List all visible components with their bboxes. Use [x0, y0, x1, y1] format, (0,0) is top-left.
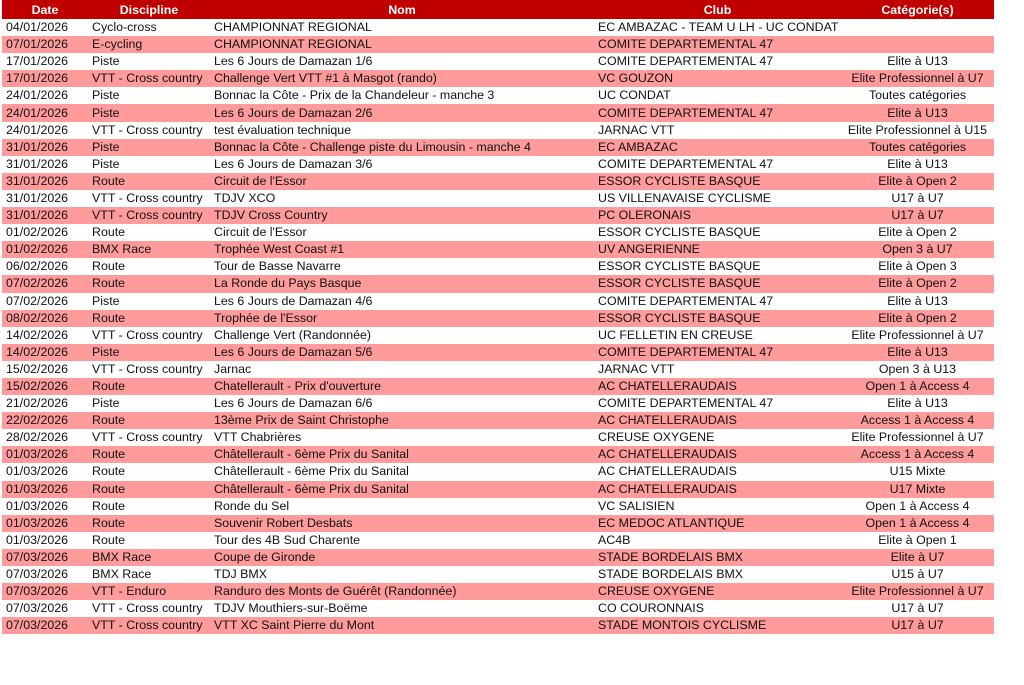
cell-nom: Châtellerault - 6ème Prix du Sanital: [210, 446, 594, 463]
cell-date: 08/02/2026: [2, 310, 88, 327]
table-row: [2, 395, 994, 412]
cell-categorie: Open 3 à U13: [878, 361, 957, 376]
cell-discipline: Piste: [92, 156, 120, 171]
cell-discipline: BMX Race: [92, 567, 152, 582]
cell-club: COMITE DEPARTEMENTAL 47: [598, 156, 774, 171]
cell-discipline: Route: [92, 225, 126, 240]
cell-discipline: Piste: [92, 88, 120, 103]
cell-nom: Souvenir Robert Desbats: [210, 515, 594, 532]
table-row: [2, 139, 994, 156]
cell-club: AC4B: [598, 532, 631, 547]
table-row: [2, 190, 994, 207]
cell-date: 01/02/2026: [2, 241, 88, 258]
cell-nom: VTT Chabrières: [214, 430, 302, 445]
cell-discipline: Piste: [92, 396, 120, 411]
cell-nom: La Ronde du Pays Basque: [210, 275, 594, 292]
cell-categorie: U17 à U7: [841, 207, 994, 224]
cell-categorie: Elite à Open 2: [878, 225, 957, 240]
cell-categorie: Elite Professionnel à U7: [841, 583, 994, 600]
cell-club: ESSOR CYCLISTE BASQUE: [594, 275, 841, 292]
cell-nom: Circuit de l'Essor: [214, 225, 307, 240]
cell-categorie: U17 Mixte: [841, 481, 994, 498]
table-row: [2, 361, 994, 378]
table-row: [2, 156, 994, 173]
cell-categorie: Elite à Open 1: [878, 532, 957, 547]
cell-club: UV ANGERIENNE: [594, 241, 841, 258]
cell-date: 04/01/2026: [6, 20, 69, 35]
cell-nom: Jarnac: [214, 361, 252, 376]
cell-club: EC MEDOC ATLANTIQUE: [594, 515, 841, 532]
table-header: [2, 0, 994, 19]
cell-club: ESSOR CYCLISTE BASQUE: [594, 173, 841, 190]
cell-club: AC CHATELLERAUDAIS: [594, 446, 841, 463]
cell-categorie: Elite à Open 3: [878, 259, 957, 274]
cell-discipline: Route: [92, 532, 126, 547]
cell-discipline: E-cycling: [88, 36, 210, 53]
cell-club: JARNAC VTT: [598, 122, 675, 137]
cell-club: ESSOR CYCLISTE BASQUE: [598, 225, 761, 240]
cell-nom: 13ème Prix de Saint Christophe: [210, 412, 594, 429]
cell-nom: TDJ BMX: [214, 567, 268, 582]
table-row: [2, 566, 994, 583]
cell-club: COMITE DEPARTEMENTAL 47: [598, 293, 774, 308]
cell-categorie: Elite à U7: [841, 549, 994, 566]
cell-nom: Chatellerault - Prix d'ouverture: [210, 378, 594, 395]
cell-categorie: Elite à U13: [841, 104, 994, 121]
cell-categorie: Open 1 à Access 4: [841, 515, 994, 532]
table-row: [2, 122, 994, 139]
cell-date: 07/02/2026: [6, 293, 69, 308]
cell-discipline: BMX Race: [88, 549, 210, 566]
cell-discipline: VTT - Cross country: [92, 601, 203, 616]
cell-club: EC AMBAZAC: [594, 139, 841, 156]
cell-date: 01/02/2026: [6, 225, 69, 240]
cell-discipline: Route: [92, 259, 126, 274]
cell-club: JARNAC VTT: [598, 361, 675, 376]
table-row: [2, 241, 994, 258]
cell-categorie: [841, 19, 994, 36]
column-header-club: Club: [594, 0, 841, 19]
cell-date: 31/01/2026: [2, 139, 88, 156]
cell-discipline: Route: [88, 446, 210, 463]
cell-categorie: Elite à U13: [887, 156, 948, 171]
cell-date: 07/03/2026: [6, 567, 69, 582]
cell-nom: Tour de Basse Navarre: [214, 259, 341, 274]
cell-date: 01/03/2026: [6, 498, 69, 513]
cell-date: 01/03/2026: [6, 532, 69, 547]
cell-nom: VTT XC Saint Pierre du Mont: [210, 617, 594, 634]
cell-club: COMITE DEPARTEMENTAL 47: [598, 396, 774, 411]
cell-discipline: VTT - Cross country: [88, 617, 210, 634]
cell-categorie: Elite à U13: [841, 344, 994, 361]
cell-date: 14/02/2026: [6, 327, 69, 342]
calendar-table-wrapper: [2, 0, 994, 634]
cell-categorie: Access 1 à Access 4: [841, 446, 994, 463]
cell-club: COMITE DEPARTEMENTAL 47: [598, 54, 774, 69]
cell-categorie: U15 à U7: [891, 567, 944, 582]
cell-club: ESSOR CYCLISTE BASQUE: [594, 310, 841, 327]
cell-club: COMITE DEPARTEMENTAL 47: [594, 344, 841, 361]
cell-categorie: Elite à Open 2: [841, 173, 994, 190]
cell-nom: Les 6 Jours de Damazan 4/6: [214, 293, 373, 308]
table-row: [2, 515, 994, 532]
cell-club: EC AMBAZAC - TEAM U LH - UC CONDAT: [598, 20, 839, 35]
cell-nom: TDJV XCO: [214, 190, 276, 205]
cell-categorie: Open 1 à Access 4: [841, 378, 994, 395]
table-body: [2, 19, 994, 634]
cell-categorie: Elite Professionnel à U7: [851, 327, 984, 342]
cell-categorie: U17 à U7: [891, 601, 944, 616]
cell-discipline: Route: [92, 498, 126, 513]
cell-date: 01/03/2026: [2, 481, 88, 498]
cell-date: 01/03/2026: [6, 464, 69, 479]
cell-date: 22/02/2026: [2, 412, 88, 429]
cell-discipline: Route: [88, 481, 210, 498]
cell-nom: Les 6 Jours de Damazan 3/6: [214, 156, 373, 171]
cell-club: COMITE DEPARTEMENTAL 47: [594, 36, 841, 53]
cell-categorie: Elite à U13: [887, 293, 948, 308]
cell-date: 24/01/2026: [6, 88, 69, 103]
cell-club: CREUSE OXYGENE: [598, 430, 715, 445]
cell-club: PC OLERONAIS: [594, 207, 841, 224]
cell-discipline: Route: [88, 378, 210, 395]
cell-categorie: Elite à Open 2: [841, 275, 994, 292]
cell-categorie: Toutes catégories: [868, 88, 967, 103]
cell-nom: Les 6 Jours de Damazan 6/6: [214, 396, 373, 411]
cell-discipline: Route: [88, 173, 210, 190]
cell-categorie: U15 Mixte: [889, 464, 946, 479]
cell-categorie: Open 1 à Access 4: [865, 498, 970, 513]
cell-discipline: VTT - Cross country: [88, 70, 210, 87]
cell-date: 07/03/2026: [6, 601, 69, 616]
cell-club: AC CHATELLERAUDAIS: [598, 464, 737, 479]
cell-nom: Circuit de l'Essor: [210, 173, 594, 190]
cell-categorie: Elite à U13: [887, 54, 948, 69]
cell-date: 14/02/2026: [2, 344, 88, 361]
cell-club: STADE MONTOIS CYCLISME: [594, 617, 841, 634]
column-header-date: Date: [2, 0, 88, 19]
cell-nom: Randuro des Monts de Guérêt (Randonnée): [210, 583, 594, 600]
cell-date: 31/01/2026: [6, 156, 69, 171]
cell-categorie: Open 3 à U7: [841, 241, 994, 258]
cell-date: 31/01/2026: [6, 190, 69, 205]
cell-nom: Châtellerault - 6ème Prix du Sanital: [210, 481, 594, 498]
cell-discipline: Piste: [92, 293, 120, 308]
table-row: [2, 207, 994, 224]
cell-discipline: VTT - Cross country: [92, 327, 203, 342]
table-row: [2, 173, 994, 190]
table-row: [2, 310, 994, 327]
cell-nom: Les 6 Jours de Damazan 1/6: [214, 54, 373, 69]
cell-date: 15/02/2026: [2, 378, 88, 395]
cell-date: 07/03/2026: [2, 549, 88, 566]
cell-discipline: BMX Race: [88, 241, 210, 258]
cell-categorie: [841, 36, 994, 53]
cell-date: 17/01/2026: [2, 70, 88, 87]
table-row: [2, 293, 994, 310]
cell-club: AC CHATELLERAUDAIS: [594, 481, 841, 498]
cell-date: 24/01/2026: [2, 104, 88, 121]
cell-nom: Châtellerault - 6ème Prix du Sanital: [214, 464, 409, 479]
cell-date: 31/01/2026: [2, 173, 88, 190]
table-row: [2, 429, 994, 446]
column-header-nom: Nom: [210, 0, 594, 19]
cell-discipline: VTT - Cross country: [92, 122, 203, 137]
cell-discipline: Route: [92, 464, 126, 479]
cell-categorie: Elite à Open 2: [841, 310, 994, 327]
cell-club: STADE BORDELAIS BMX: [594, 549, 841, 566]
column-header-categorie: Catégorie(s): [841, 0, 994, 19]
table-row: [2, 446, 994, 463]
table-row: [2, 104, 994, 121]
cell-date: 28/02/2026: [6, 430, 69, 445]
cell-date: 07/01/2026: [2, 36, 88, 53]
cell-club: VC GOUZON: [594, 70, 841, 87]
table-row: [2, 498, 994, 515]
cell-date: 21/02/2026: [6, 396, 69, 411]
cell-categorie: U17 à U7: [841, 617, 994, 634]
cell-discipline: Route: [88, 310, 210, 327]
table-row: [2, 583, 994, 600]
cell-club: CO COURONNAIS: [598, 601, 705, 616]
cell-discipline: Piste: [88, 139, 210, 156]
cell-club: CREUSE OXYGENE: [594, 583, 841, 600]
table-row: [2, 258, 994, 275]
cell-nom: Coupe de Gironde: [210, 549, 594, 566]
cell-discipline: Piste: [92, 54, 120, 69]
cell-club: VC SALISIEN: [598, 498, 675, 513]
cell-nom: Challenge Vert VTT #1 à Masgot (rando): [210, 70, 594, 87]
cell-categorie: Elite à U13: [887, 396, 948, 411]
cell-club: US VILLENAVAISE CYCLISME: [598, 190, 772, 205]
table-row: [2, 327, 994, 344]
table-row: [2, 463, 994, 480]
cell-nom: TDJV Mouthiers-sur-Boëme: [214, 601, 368, 616]
cell-date: 06/02/2026: [6, 259, 69, 274]
cell-discipline: VTT - Cross country: [92, 361, 203, 376]
cell-discipline: Route: [88, 275, 210, 292]
cell-categorie: Access 1 à Access 4: [841, 412, 994, 429]
cell-nom: TDJV Cross Country: [210, 207, 594, 224]
cell-nom: Tour des 4B Sud Charente: [214, 532, 361, 547]
cell-date: 24/01/2026: [6, 122, 69, 137]
table-row: [2, 19, 994, 36]
cell-discipline: VTT - Cross country: [92, 430, 203, 445]
table-row: [2, 549, 994, 566]
cell-nom: Les 6 Jours de Damazan 2/6: [210, 104, 594, 121]
cell-nom: test évaluation technique: [214, 122, 352, 137]
cell-club: COMITE DEPARTEMENTAL 47: [594, 104, 841, 121]
cell-discipline: VTT - Enduro: [88, 583, 210, 600]
cell-club: AC CHATELLERAUDAIS: [594, 378, 841, 395]
cell-club: UC CONDAT: [598, 88, 671, 103]
table-row: [2, 532, 994, 549]
table-row: [2, 36, 994, 53]
cell-club: ESSOR CYCLISTE BASQUE: [598, 259, 761, 274]
cell-club: AC CHATELLERAUDAIS: [594, 412, 841, 429]
table-row: [2, 224, 994, 241]
cell-nom: CHAMPIONNAT REGIONAL: [214, 20, 372, 35]
cell-date: 07/03/2026: [2, 617, 88, 634]
cell-club: UC FELLETIN EN CREUSE: [598, 327, 753, 342]
cell-discipline: VTT - Cross country: [88, 207, 210, 224]
cell-categorie: U17 à U7: [891, 190, 944, 205]
cell-discipline: Cyclo-cross: [92, 20, 157, 35]
cell-nom: CHAMPIONNAT REGIONAL: [210, 36, 594, 53]
cell-discipline: Route: [88, 412, 210, 429]
table-row: [2, 600, 994, 617]
cell-date: 31/01/2026: [2, 207, 88, 224]
cell-date: 01/03/2026: [2, 446, 88, 463]
cell-date: 07/03/2026: [2, 583, 88, 600]
table-row: [2, 412, 994, 429]
table-row: [2, 481, 994, 498]
cell-categorie: Toutes catégories: [841, 139, 994, 156]
header-row: [2, 0, 994, 19]
cell-nom: Les 6 Jours de Damazan 5/6: [210, 344, 594, 361]
cell-discipline: VTT - Cross country: [92, 190, 203, 205]
cell-categorie: Elite Professionnel à U7: [851, 430, 984, 445]
column-header-discipline: Discipline: [88, 0, 210, 19]
cell-nom: Ronde du Sel: [214, 498, 290, 513]
cell-categorie: Elite Professionnel à U7: [841, 70, 994, 87]
cell-nom: Trophée West Coast #1: [210, 241, 594, 258]
table-row: [2, 53, 994, 70]
cell-nom: Challenge Vert (Randonnée): [214, 327, 372, 342]
cell-date: 01/03/2026: [2, 515, 88, 532]
cell-categorie: Elite Professionnel à U15: [847, 122, 988, 137]
cell-club: STADE BORDELAIS BMX: [598, 567, 744, 582]
cell-discipline: Route: [88, 515, 210, 532]
table-row: [2, 275, 994, 292]
events-calendar-table: [2, 0, 994, 634]
cell-discipline: Piste: [88, 344, 210, 361]
cell-date: 15/02/2026: [6, 361, 69, 376]
cell-date: 17/01/2026: [6, 54, 69, 69]
table-row: [2, 87, 994, 104]
cell-nom: Bonnac la Côte - Prix de la Chandeleur - manche 3: [214, 88, 495, 103]
table-row: [2, 70, 994, 87]
cell-date: 07/02/2026: [2, 275, 88, 292]
cell-discipline: Piste: [88, 104, 210, 121]
table-row: [2, 344, 994, 361]
cell-nom: Trophée de l'Essor: [210, 310, 594, 327]
cell-nom: Bonnac la Côte - Challenge piste du Limousin - manche 4: [210, 139, 594, 156]
table-row: [2, 617, 994, 634]
table-row: [2, 378, 994, 395]
